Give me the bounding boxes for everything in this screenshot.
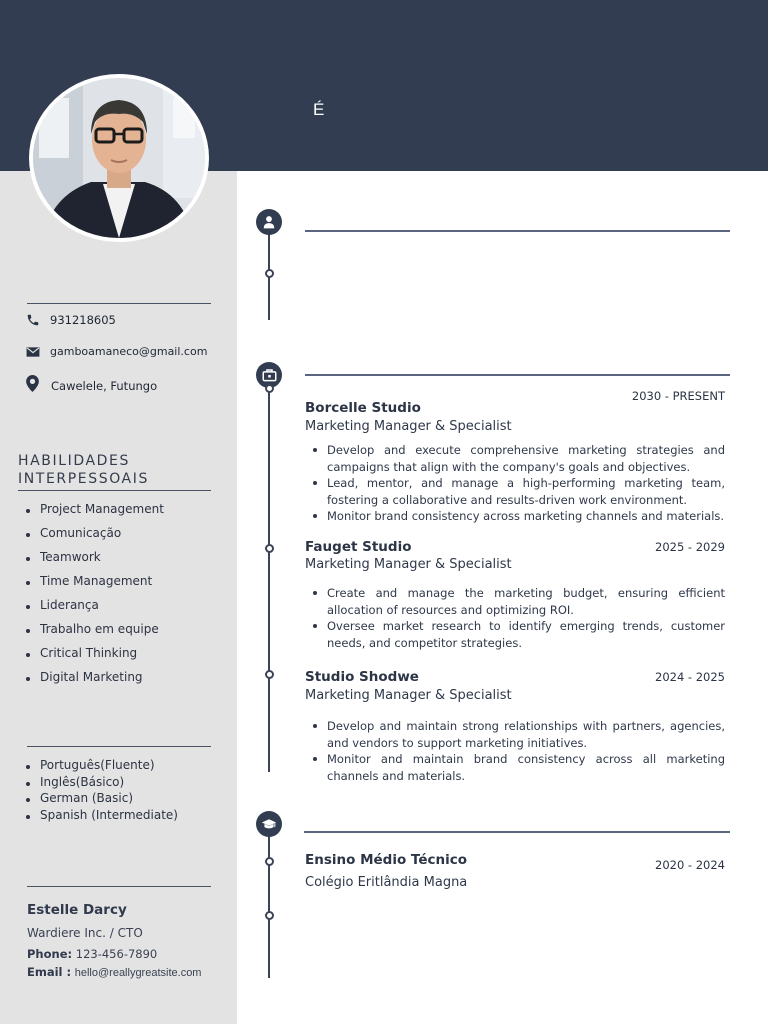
job-bullet: Monitor and maintain brand consistency across all marketing channels and materials. <box>312 751 725 784</box>
reference-name: Estelle Darcy <box>27 902 127 918</box>
job-company: Fauget Studio <box>305 539 412 555</box>
reference-phone <box>27 947 157 961</box>
education-school: Colégio Eritlândia Magna <box>305 875 468 890</box>
timeline-dot <box>265 670 274 679</box>
skill-item: Liderança <box>26 598 164 622</box>
skills-list <box>26 502 164 694</box>
reference-email <box>27 965 201 979</box>
job-bullet: Lead, mentor, and manage a high-performing marketing team, fostering a collaborative and results-driven work environment. <box>312 475 725 508</box>
name-heading: É <box>313 100 325 119</box>
skill-item: Critical Thinking <box>26 646 164 670</box>
job-role: Marketing Manager & Specialist <box>305 688 512 703</box>
language-item: Inglês(Básico) <box>26 775 178 792</box>
job-bullets <box>312 585 725 651</box>
job-role: Marketing Manager & Specialist <box>305 557 512 572</box>
skills-title: HABILIDADES INTERPESSOAIS <box>18 453 149 487</box>
job-bullet: Oversee market research to identify emerging trends, customer needs, and competitor strategies. <box>312 618 725 651</box>
phone-icon <box>26 313 40 327</box>
reference-phone-value: 123-456-7890 <box>75 947 158 961</box>
job-bullets <box>312 718 725 784</box>
job-date: 2030 - PRESENT <box>631 389 725 403</box>
timeline-dot <box>265 544 274 553</box>
skill-item: Time Management <box>26 574 164 598</box>
job-company: Borcelle Studio <box>305 400 421 416</box>
timeline-dot <box>265 911 274 920</box>
job-bullet: Develop and execute comprehensive marketing strategies and campaigns that align with the company's goals and objectives. <box>312 442 725 475</box>
job-date: 2025 - 2029 <box>655 540 725 554</box>
skill-item: Comunicação <box>26 526 164 550</box>
user-icon <box>262 215 276 229</box>
sidebar-divider <box>18 490 211 491</box>
job-bullets <box>312 442 725 525</box>
skill-item: Teamwork <box>26 550 164 574</box>
reference-company: Wardiere Inc. / CTO <box>27 926 143 940</box>
section-rule <box>305 230 730 232</box>
sidebar-divider <box>27 303 211 304</box>
address-text: Cawelele, Futungo <box>51 379 158 393</box>
timeline-dot <box>265 857 274 866</box>
section-rule <box>304 831 730 833</box>
location-pin-icon <box>26 375 39 392</box>
job-bullet: Create and manage the marketing budget, ensuring efficient allocation of resources and optimizing ROI. <box>312 585 725 618</box>
education-degree: Ensino Médio Técnico <box>305 852 468 868</box>
graduation-cap-icon <box>261 818 277 831</box>
contact-address <box>26 373 157 393</box>
education-date: 2020 - 2024 <box>655 858 725 872</box>
job-bullet: Develop and maintain strong relationships with partners, agencies, and vendors to support marketing initiatives. <box>312 718 725 751</box>
section-rule <box>305 374 730 376</box>
language-item: German (Basic) <box>26 791 178 808</box>
education-section-icon <box>256 811 282 837</box>
timeline-dot <box>265 269 274 278</box>
reference-email-label: Email : <box>27 965 72 979</box>
email-text: gamboamaneco@gmail.com <box>50 345 208 358</box>
language-item: Português(Fluente) <box>26 758 178 775</box>
profile-photo <box>29 74 209 242</box>
reference-email-value: hello@reallygreatsite.com <box>74 967 202 979</box>
skill-item: Digital Marketing <box>26 670 164 694</box>
briefcase-icon <box>262 368 277 382</box>
contact-email <box>26 345 207 358</box>
sidebar-divider <box>27 746 211 747</box>
skill-item: Project Management <box>26 502 164 526</box>
sidebar-divider <box>27 886 211 887</box>
timeline-dot <box>265 384 274 393</box>
job-company: Studio Shodwe <box>305 669 419 685</box>
job-bullet: Monitor brand consistency across marketing channels and materials. <box>312 508 725 525</box>
language-item: Spanish (Intermediate) <box>26 808 178 825</box>
timeline-line <box>268 386 270 772</box>
languages-list <box>26 758 178 824</box>
profile-section-icon <box>256 209 282 235</box>
phone-text: 931218605 <box>50 313 116 327</box>
job-role: Marketing Manager & Specialist <box>305 419 512 434</box>
skill-item: Trabalho em equipe <box>26 622 164 646</box>
reference-phone-label: Phone: <box>27 947 73 961</box>
contact-phone <box>26 313 116 327</box>
mail-icon <box>26 346 40 358</box>
job-date: 2024 - 2025 <box>655 670 725 684</box>
